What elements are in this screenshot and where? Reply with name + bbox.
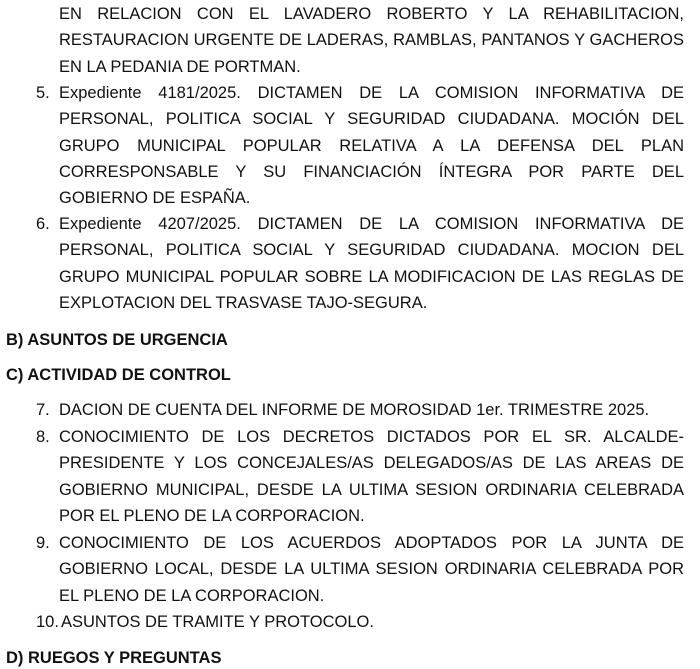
list-item-continuation (59, 1, 684, 80)
item-number: 6. (36, 215, 50, 233)
item-number: 9. (36, 534, 50, 552)
section-heading-c: C) ACTIVIDAD DE CONTROL (6, 366, 231, 384)
list-item-6 (36, 211, 684, 316)
item-text: ASUNTOS DE TRAMITE Y PROTOCOLO. (61, 613, 374, 631)
item-text: EN RELACION CON EL LAVADERO ROBERTO Y LA REHABILITACION, RESTAURACION URGENTE DE LADERAS, RAMBLAS, PANTANOS Y GACHEROS EN LA PEDANIA DE PORTMAN. (59, 5, 684, 76)
item-text: Expediente 4207/2025. DICTAMEN DE LA COMISION INFORMATIVA DE PERSONAL, POLITICA SOCIAL Y SEGURIDAD CIUDADANA. MOCION DEL GRUPO MUNICIPAL POPULAR SOBRE LA MODIFICACION DE LAS REGLAS DE EXPLOTACION DEL TRASVASE TAJO-SEGURA. (59, 215, 684, 312)
item-text: DACION DE CUENTA DEL INFORME DE MOROSIDAD 1er. TRIMESTRE 2025. (59, 401, 650, 419)
item-text: Expediente 4181/2025. DICTAMEN DE LA COMISION INFORMATIVA DE PERSONAL, POLITICA SOCIAL Y SEGURIDAD CIUDADANA. MOCIÓN DEL GRUPO MUNICIPAL POPULAR RELATIVA A LA DEFENSA DEL PLAN CORRESPONSABLE Y SU FINANCIACIÓN ÍNTEGRA POR PARTE DEL GOBIERNO DE ESPAÑA. (59, 84, 684, 208)
item-text: CONOCIMIENTO DE LOS ACUERDOS ADOPTADOS POR LA JUNTA DE GOBIERNO LOCAL, DESDE LA ULTIMA SESION ORDINARIA CELEBRADA POR EL PLENO DE LA CORPORACION. (59, 534, 684, 605)
item-number: 5. (36, 84, 50, 102)
section-heading-b: B) ASUNTOS DE URGENCIA (6, 331, 228, 349)
section-heading-d: D) RUEGOS Y PREGUNTAS (6, 649, 222, 667)
list-item-8 (36, 424, 684, 529)
item-text: CONOCIMIENTO DE LOS DECRETOS DICTADOS POR EL SR. ALCALDE-PRESIDENTE Y LOS CONCEJALES/AS DELEGADOS/AS DE LAS AREAS DE GOBIERNO MUNICIPAL, DESDE LA ULTIMA SESION ORDINARIA CELEBRADA POR EL PLENO DE LA CORPORACION. (59, 428, 684, 525)
list-item-5 (36, 80, 684, 211)
item-number: 10. (36, 613, 59, 631)
list-item-9 (36, 530, 684, 609)
item-number: 8. (36, 428, 50, 446)
list-item-7 (36, 397, 684, 423)
item-number: 7. (36, 401, 50, 419)
list-item-10 (36, 609, 684, 635)
